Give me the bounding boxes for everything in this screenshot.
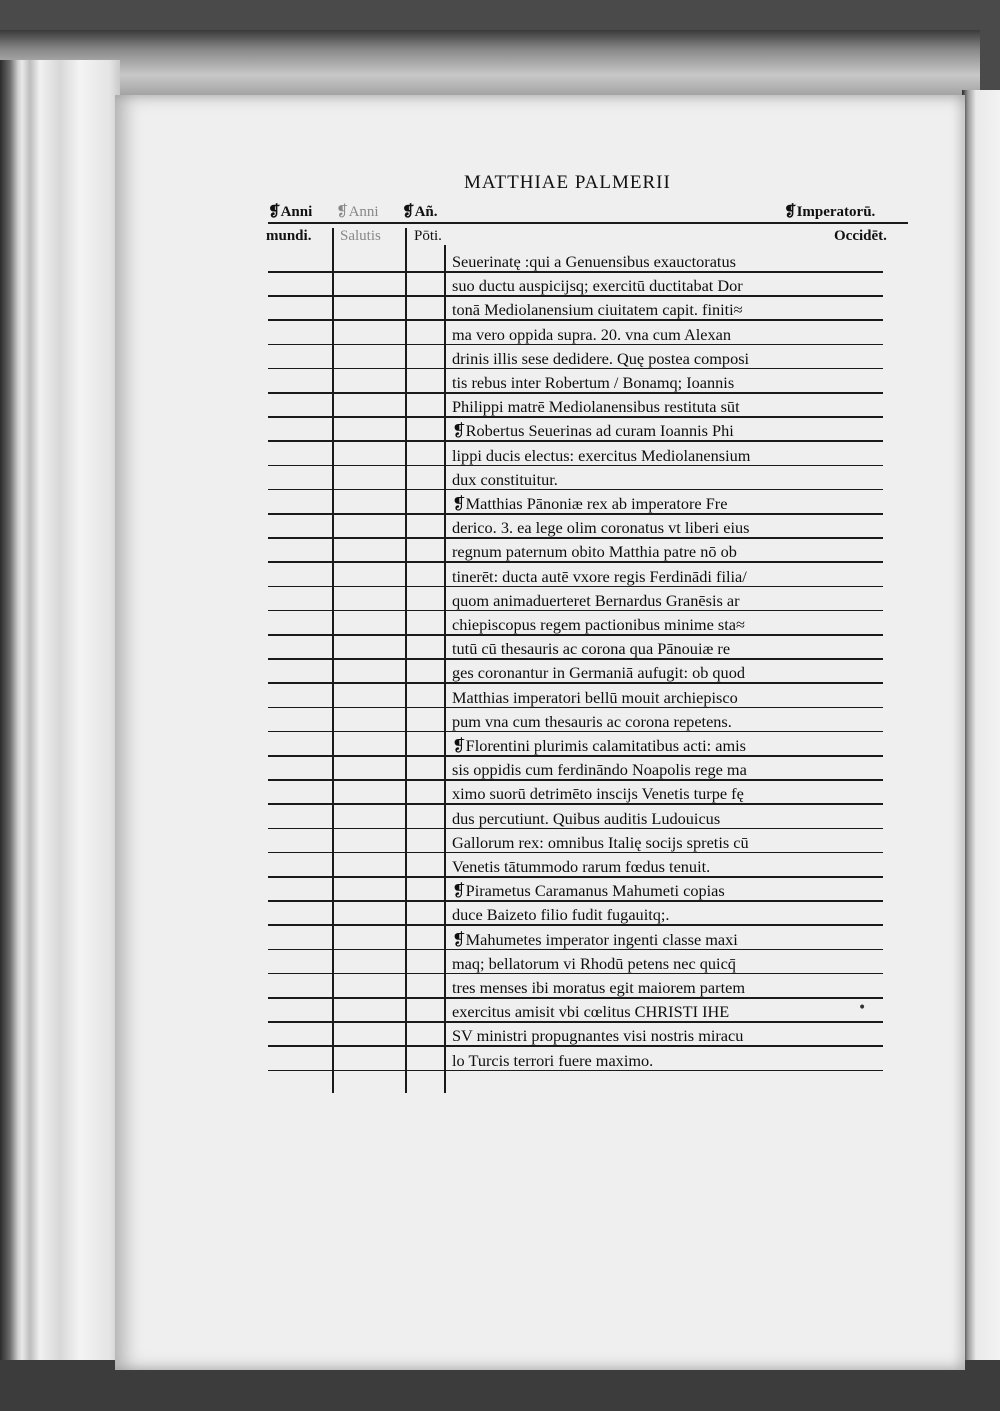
text-line: tinerēt: ducta autē vxore regis Ferdinādi filia/ — [452, 566, 747, 586]
text-line: ximo suorū detrimēto inscijs Venetis turpe fę — [452, 784, 744, 804]
column-divider-1 — [332, 228, 334, 1093]
text-line: dux constituitur. — [452, 469, 558, 489]
col-head-anni-mundi: ❡Anni — [268, 204, 313, 220]
margin-mark: • — [858, 1000, 867, 1016]
text-line: tutū cū thesauris ac corona qua Pānouiæ re — [452, 639, 731, 659]
col-head-anni-salutis: ❡Anni — [336, 204, 379, 220]
text-line: ges coronantur in Germaniā aufugit: ob quod — [452, 663, 745, 683]
text-line: ma vero oppida supra. 20. vna cum Alexan — [452, 324, 731, 344]
text-line: ❡Mahumetes imperator ingenti classe maxi — [452, 929, 738, 949]
col-head-an-poti: ❡Añ. — [402, 204, 438, 220]
text-line: sis oppidis cum ferdināndo Noapolis rege ma — [452, 760, 747, 780]
column-divider-3 — [444, 245, 446, 1093]
text-line: ❡Pirametus Caramanus Mahumeti copias — [452, 881, 725, 901]
text-line: Matthias imperatori bellū mouit archiepisco — [452, 687, 738, 707]
book-page-stack — [0, 60, 120, 1360]
col-head-mundi: mundi. — [266, 228, 312, 244]
text-line: regnum paternum obito Matthia patre nō ob — [452, 542, 737, 562]
text-line: quom animaduerteret Bernardus Granēsis ar — [452, 590, 740, 610]
text-line: duce Baizeto filio fudit fugauitq;. — [452, 905, 670, 925]
col-head-salutis: Salutis — [340, 228, 381, 244]
text-line: tis rebus inter Robertum / Bonamq; Ioannis — [452, 373, 735, 392]
col-head-occident: Occidēt. — [834, 228, 887, 244]
text-line: lippi ducis electus: exercitus Mediolanensium — [452, 445, 751, 465]
header-rule — [268, 222, 908, 224]
col-head-imperatorum: ❡Imperatorū. — [784, 204, 876, 220]
text-line: SV ministri propugnantes visi nostris miracu — [452, 1026, 744, 1046]
text-line: lo Turcis terrori fuere maximo. — [452, 1050, 654, 1070]
text-line: tonā Mediolanensium ciuitatem capit. finiti≈ — [452, 300, 743, 320]
column-divider-2 — [405, 228, 407, 1093]
text-line: Gallorum rex: omnibus Italię socijs spretis cū — [452, 832, 749, 852]
text-line: pum vna cum thesauris ac corona repetens. — [452, 711, 732, 731]
text-line: drinis illis sese dedidere. Quę postea composi — [452, 348, 750, 368]
text-line: dus percutiunt. Quibus auditis Ludouicus — [452, 808, 721, 828]
text-line: Philippi matrē Mediolanensibus restituta sūt — [452, 397, 740, 417]
text-line: tres menses ibi moratus egit maiorem partem — [452, 978, 745, 997]
text-line: derico. 3. ea lege olim coronatus vt liberi eius — [452, 518, 750, 538]
facing-page-edge — [962, 90, 1000, 1380]
text-line: chiepiscopus regem pactionibus minime sta≈ — [452, 615, 745, 634]
text-line: Venetis tātummodo rarum fœdus tenuit. — [452, 857, 711, 876]
text-line: ❡Robertus Seuerinas ad curam Ioannis Phi — [452, 421, 734, 441]
text-line: suo ductu auspicijsq; exercitū ductitabat Dor — [452, 276, 743, 296]
text-line: ❡Florentini plurimis calamitatibus acti: amis — [452, 736, 746, 755]
text-line: exercitus amisit vbi cœlitus CHRISTI IHE — [452, 1002, 730, 1022]
text-line: Seuerinatę :qui a Genuensibus exauctoratus — [452, 252, 736, 271]
book-top-edge — [0, 30, 980, 100]
running-title: MATTHIAE PALMERII — [464, 172, 671, 193]
text-line: ❡Matthias Pānoniæ rex ab imperatore Fre — [452, 494, 728, 513]
text-line: maq; bellatorum vi Rhodū petens nec quicq̄ — [452, 953, 736, 973]
col-head-poti: Pōti. — [414, 228, 442, 244]
